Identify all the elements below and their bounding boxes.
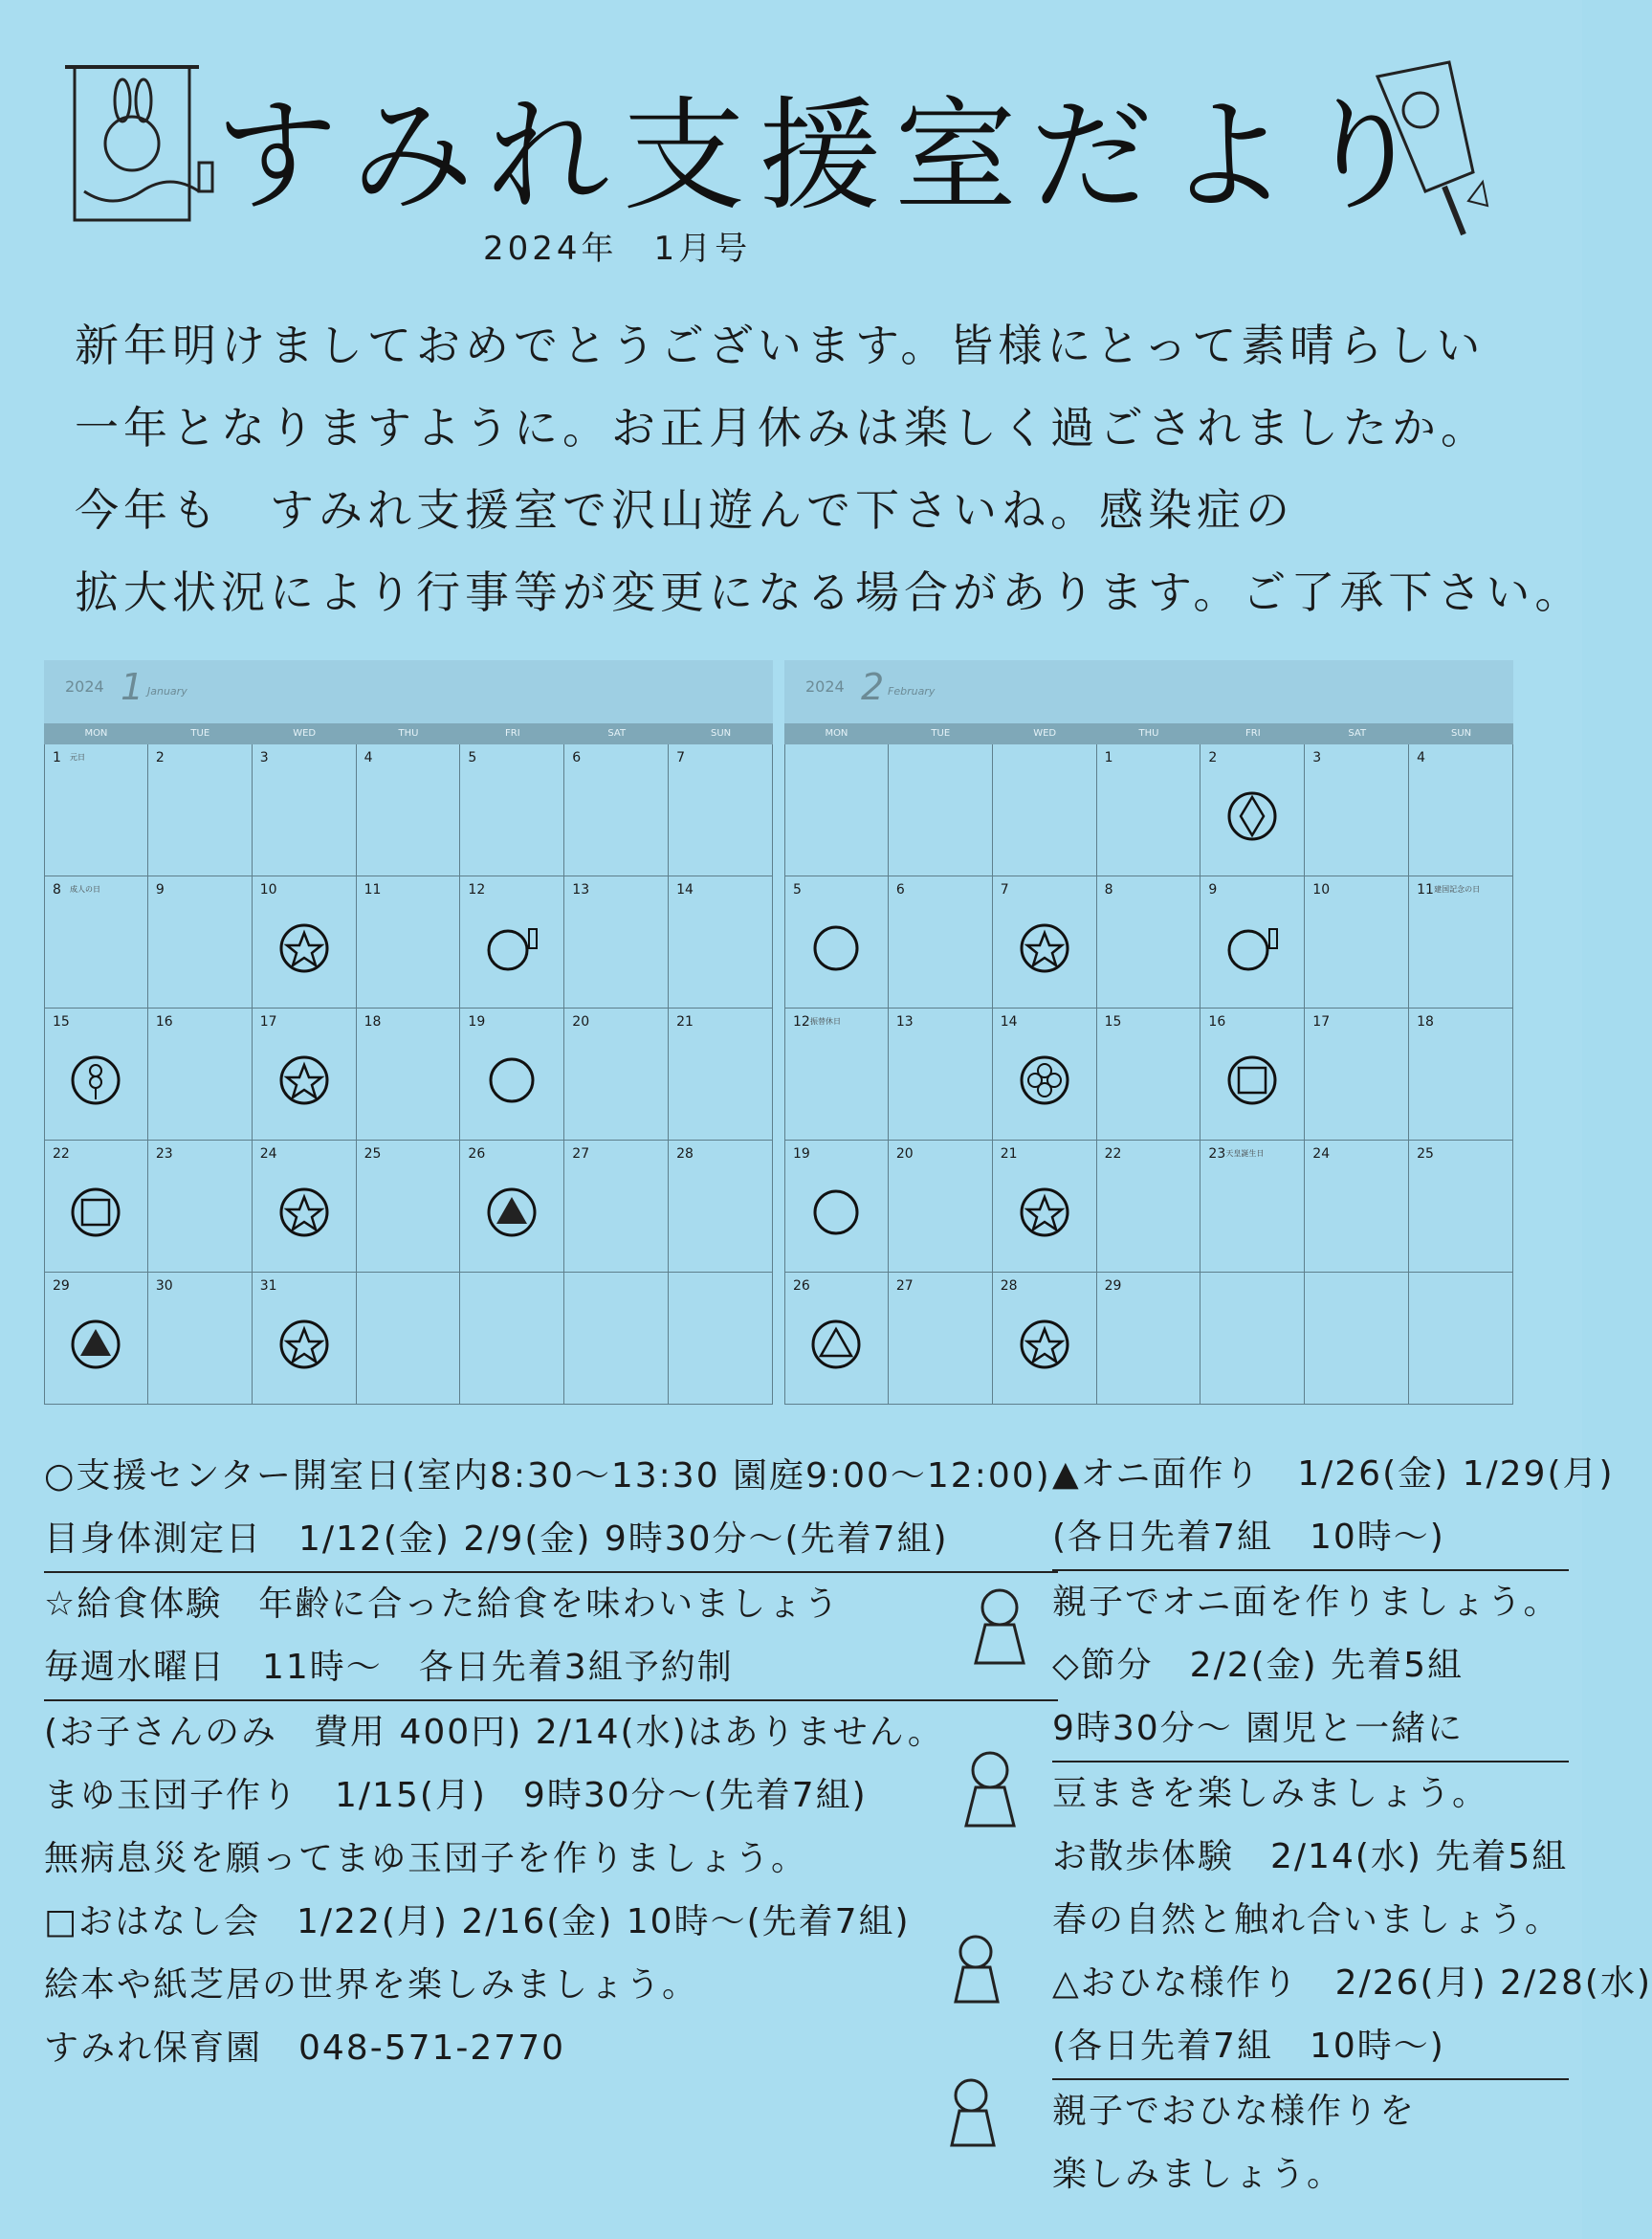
day-number: 3 — [259, 750, 269, 765]
calendar-day-cell — [1305, 876, 1409, 1009]
calendar-day-cell — [564, 876, 669, 1009]
calendar-day-cell — [1409, 876, 1513, 1009]
day-number: 21 — [676, 1014, 694, 1030]
note-line: 目身体測定日 1/12(金) 2/9(金) 9時30分〜(先着7組) — [44, 1508, 1058, 1573]
day-number: 26 — [793, 1278, 810, 1294]
calendar-day-cell — [460, 1141, 564, 1273]
calendar-day-cell — [993, 744, 1097, 876]
day-number: 14 — [676, 882, 694, 898]
calendar-day-cell — [1409, 1009, 1513, 1141]
calendar-day-cell — [357, 1009, 461, 1141]
calendar-day-cell — [357, 1141, 461, 1273]
calendar-day-cell — [44, 1009, 148, 1141]
day-number: 6 — [895, 882, 905, 898]
calendar-day-cell — [669, 1141, 773, 1273]
day-number: 19 — [468, 1014, 486, 1030]
note-line: 親子でおひな様作りを — [1052, 2092, 1417, 2131]
day-number: 12 — [793, 1014, 810, 1030]
day-number: 4 — [363, 750, 373, 765]
day-number: 16 — [155, 1014, 173, 1030]
day-number: 2 — [1208, 750, 1218, 765]
day-number: 10 — [1312, 882, 1331, 898]
note-line: (各日先着7組 10時〜) — [1052, 1506, 1569, 1571]
note-line: お散歩体験 2/14(水) 先着5組 — [1052, 1837, 1569, 1876]
day-number: 23 — [1208, 1146, 1226, 1162]
day-number: 25 — [363, 1146, 382, 1162]
day-number: 18 — [1417, 1014, 1434, 1030]
holiday-label: 建国記念の日 — [1434, 885, 1481, 894]
calendar-day-cell — [1097, 1009, 1201, 1141]
day-number: 16 — [1208, 1014, 1226, 1030]
holiday-label: 成人の日 — [70, 885, 100, 894]
calendar-day-cell — [44, 876, 148, 1009]
calendar-day-cell — [669, 1009, 773, 1141]
calendar-month-en: January — [147, 685, 187, 698]
day-number: 27 — [572, 1146, 590, 1162]
day-number: 23 — [155, 1146, 173, 1162]
star-icon — [1018, 921, 1071, 975]
calendar-day-cell — [253, 1141, 357, 1273]
day-number: 17 — [1312, 1014, 1331, 1030]
day-number: 18 — [363, 1014, 382, 1030]
calendar-day-cell — [460, 1273, 564, 1405]
day-number: 20 — [572, 1014, 590, 1030]
calendar-day-cell — [460, 744, 564, 876]
star-icon — [1018, 1186, 1071, 1239]
contact-line: すみれ保育園 048-571-2770 — [44, 2028, 566, 2068]
weekday-label: FRI — [505, 728, 520, 739]
calendar-day-cell — [1200, 744, 1305, 876]
note-line: (各日先着7組 10時〜) — [1052, 2015, 1569, 2080]
day-number: 8 — [1104, 882, 1113, 898]
triangle-filled-icon — [485, 1186, 539, 1239]
day-number: 13 — [895, 1014, 914, 1030]
calendar-day-cell — [669, 1273, 773, 1405]
weekday-label: SUN — [711, 728, 732, 739]
note-line: ○支援センター開室日(室内8:30〜13:30 園庭9:00〜12:00) — [44, 1456, 1051, 1496]
day-number: 7 — [1000, 882, 1009, 898]
calendar-day-cell — [1097, 744, 1201, 876]
calendar-day-cell — [1305, 1009, 1409, 1141]
day-number: 24 — [259, 1146, 277, 1162]
calendar-day-cell — [784, 744, 889, 876]
star-icon — [1018, 1318, 1071, 1371]
note-line: 楽しみましょう。 — [1052, 2155, 1344, 2194]
day-number: 6 — [572, 750, 582, 765]
weekday-row — [44, 723, 773, 744]
note-line: 毎週水曜日 11時〜 各日先着3組予約制 — [44, 1636, 1058, 1701]
circle-icon — [809, 921, 863, 975]
calendar-day-cell — [564, 744, 669, 876]
page-title: すみれ支援室だより — [215, 85, 1439, 228]
day-number: 10 — [259, 882, 277, 898]
day-number: 31 — [259, 1278, 277, 1294]
circle-scale-icon — [485, 921, 539, 975]
day-number: 21 — [1000, 1146, 1018, 1162]
greeting-line: 一年となりますように。お正月休みは楽しく過ごされましたか。 — [75, 402, 1489, 454]
note-line: ☆給食体験 年齢に合った給食を味わいましょう — [44, 1585, 841, 1624]
note-line: (お子さんのみ 費用 400円) 2/14(水)はありません。 — [44, 1713, 944, 1752]
greeting-line: 今年も すみれ支援室で沢山遊んで下さいね。感染症の — [75, 484, 1294, 536]
calendar-day-cell — [1200, 1009, 1305, 1141]
weekday-label: THU — [1138, 728, 1159, 739]
calendar-day-cell — [44, 1141, 148, 1273]
circle-scale-icon — [1225, 921, 1279, 975]
holiday-label: 振替休日 — [810, 1017, 841, 1026]
calendar-day-cell — [460, 1009, 564, 1141]
weekday-label: THU — [398, 728, 419, 739]
day-number: 26 — [468, 1146, 486, 1162]
day-number: 5 — [793, 882, 802, 898]
calendar-header — [44, 660, 773, 724]
greeting-message — [75, 304, 1584, 633]
calendar-day-cell — [148, 876, 253, 1009]
greeting-line: 拡大状況により行事等が変更になる場合があります。ご了承下さい。 — [75, 566, 1584, 618]
day-number: 1 — [53, 750, 61, 765]
note-line: まゆ玉団子作り 1/15(月) 9時30分〜(先着7組) — [44, 1776, 868, 1815]
calendar-day-cell — [148, 744, 253, 876]
calendar-day-cell — [669, 876, 773, 1009]
calendar-grid — [44, 744, 773, 1405]
square-icon — [1225, 1053, 1279, 1107]
calendar-day-cell — [148, 1009, 253, 1141]
calendar-day-cell — [148, 1273, 253, 1405]
calendar-day-cell — [784, 1273, 889, 1405]
calendar-day-cell — [1305, 1141, 1409, 1273]
note-line: ▲オニ面作り 1/26(金) 1/29(月) — [1052, 1454, 1615, 1494]
circle-icon — [485, 1053, 539, 1107]
calendar-day-cell — [993, 1009, 1097, 1141]
oni-children-illustration — [942, 1579, 1067, 2153]
weekday-label: WED — [1033, 728, 1057, 739]
issue-date: 2024年 1月号 — [483, 230, 752, 268]
note-line: □おはなし会 1/22(月) 2/16(金) 10時〜(先着7組) — [44, 1902, 911, 1941]
weekday-label: SAT — [607, 728, 627, 739]
calendar-day-cell — [253, 1009, 357, 1141]
day-number: 30 — [155, 1278, 173, 1294]
greeting-line: 新年明けましておめでとうございます。皆様にとって素晴らしい — [75, 320, 1486, 371]
circle-icon — [809, 1186, 863, 1239]
day-number: 22 — [53, 1146, 70, 1162]
day-number: 29 — [53, 1278, 70, 1294]
day-number: 27 — [895, 1278, 914, 1294]
note-line: 春の自然と触れ合いましょう。 — [1052, 1900, 1562, 1940]
day-number: 22 — [1104, 1146, 1122, 1162]
star-icon — [277, 1186, 331, 1239]
triangle-filled-icon — [69, 1318, 122, 1371]
hagoita-paddle-illustration — [1358, 57, 1492, 239]
day-number: 9 — [155, 882, 165, 898]
day-number: 13 — [572, 882, 590, 898]
calendar-day-cell — [1097, 876, 1201, 1009]
calendar-day-cell — [784, 876, 889, 1009]
day-number: 1 — [1104, 750, 1113, 765]
day-number: 25 — [1417, 1146, 1434, 1162]
weekday-label: SUN — [1451, 728, 1472, 739]
day-number: 3 — [1312, 750, 1322, 765]
calendar-day-cell — [564, 1141, 669, 1273]
weekday-label: WED — [293, 728, 317, 739]
calendar-header — [784, 660, 1513, 724]
calendar-day-cell — [1409, 1273, 1513, 1405]
diamond-icon — [1225, 789, 1279, 843]
calendar-day-cell — [784, 1141, 889, 1273]
calendar-day-cell — [253, 876, 357, 1009]
dango-icon — [69, 1053, 122, 1107]
calendar-day-cell — [1305, 744, 1409, 876]
day-number: 29 — [1104, 1278, 1122, 1294]
day-number: 28 — [1000, 1278, 1018, 1294]
calendar-day-cell — [1200, 1273, 1305, 1405]
calendar-day-cell — [564, 1009, 669, 1141]
day-number: 20 — [895, 1146, 914, 1162]
note-line: 無病息災を願ってまゆ玉団子を作りましょう。 — [44, 1839, 808, 1878]
event-notes-right — [1052, 1443, 1652, 2206]
weekday-label: TUE — [931, 728, 951, 739]
day-number: 7 — [676, 750, 686, 765]
star-icon — [277, 1318, 331, 1371]
weekday-label: TUE — [190, 728, 210, 739]
day-number: 15 — [53, 1014, 70, 1030]
day-number: 12 — [468, 882, 486, 898]
day-number: 5 — [468, 750, 477, 765]
day-number: 11 — [1417, 882, 1434, 898]
calendar-day-cell — [993, 1273, 1097, 1405]
note-line: △おひな様作り 2/26(月) 2/28(水) — [1052, 1963, 1652, 2003]
holiday-label: 天皇誕生日 — [1225, 1149, 1265, 1158]
flower-icon — [1018, 1053, 1071, 1107]
day-number: 11 — [363, 882, 382, 898]
triangle-icon — [809, 1318, 863, 1371]
calendar-day-cell — [784, 1009, 889, 1141]
calendar-day-cell — [357, 1273, 461, 1405]
calendar-year: 2024 — [65, 677, 104, 696]
day-number: 15 — [1104, 1014, 1122, 1030]
calendar-january — [44, 660, 773, 1407]
calendar-day-cell — [993, 1141, 1097, 1273]
weekday-label: MON — [825, 728, 848, 739]
calendar-day-cell — [1097, 1273, 1201, 1405]
calendar-day-cell — [148, 1141, 253, 1273]
calendar-day-cell — [253, 744, 357, 876]
calendar-day-cell — [460, 876, 564, 1009]
day-number: 9 — [1208, 882, 1218, 898]
calendar-day-cell — [1409, 744, 1513, 876]
calendar-day-cell — [1200, 1141, 1305, 1273]
calendar-day-cell — [1200, 876, 1305, 1009]
calendar-day-cell — [1305, 1273, 1409, 1405]
event-notes-left — [44, 1445, 1058, 2080]
calendar-day-cell — [564, 1273, 669, 1405]
note-line: 豆まきを楽しみましょう。 — [1052, 1774, 1489, 1813]
calendar-day-cell — [889, 876, 993, 1009]
rabbit-banner-illustration — [55, 57, 228, 249]
weekday-label: FRI — [1245, 728, 1261, 739]
calendar-february — [784, 660, 1513, 1407]
calendar-day-cell — [889, 744, 993, 876]
calendar-month-en: February — [888, 685, 936, 698]
calendar-day-cell — [44, 1273, 148, 1405]
calendar-grid — [784, 744, 1513, 1405]
calendar-day-cell — [44, 744, 148, 876]
star-icon — [277, 921, 331, 975]
day-number: 17 — [259, 1014, 277, 1030]
weekday-row — [784, 723, 1513, 744]
calendar-day-cell — [669, 744, 773, 876]
day-number: 19 — [793, 1146, 810, 1162]
calendar-day-cell — [889, 1009, 993, 1141]
calendar-day-cell — [1097, 1141, 1201, 1273]
note-line: 親子でオニ面を作りましょう。 — [1052, 1583, 1560, 1622]
calendar-day-cell — [253, 1273, 357, 1405]
weekday-label: MON — [84, 728, 108, 739]
calendar-day-cell — [357, 876, 461, 1009]
calendar-day-cell — [1409, 1141, 1513, 1273]
note-line: ◇節分 2/2(金) 先着5組 — [1052, 1646, 1465, 1685]
weekday-label: SAT — [1348, 728, 1367, 739]
star-icon — [277, 1053, 331, 1107]
square-icon — [69, 1186, 122, 1239]
calendar-month: 1 — [121, 666, 144, 708]
calendar-day-cell — [993, 876, 1097, 1009]
holiday-label: 元日 — [70, 753, 85, 762]
calendar-day-cell — [889, 1141, 993, 1273]
day-number: 14 — [1000, 1014, 1018, 1030]
calendar-day-cell — [357, 744, 461, 876]
calendar-year: 2024 — [805, 677, 845, 696]
day-number: 4 — [1417, 750, 1426, 765]
note-line: 9時30分〜 園児と一緒に — [1052, 1697, 1569, 1762]
day-number: 24 — [1312, 1146, 1331, 1162]
calendar-day-cell — [889, 1273, 993, 1405]
calendar-month: 2 — [861, 666, 885, 708]
day-number: 8 — [53, 882, 61, 898]
day-number: 2 — [155, 750, 165, 765]
day-number: 28 — [676, 1146, 694, 1162]
note-line: 絵本や紙芝居の世界を楽しみましょう。 — [44, 1965, 699, 2005]
